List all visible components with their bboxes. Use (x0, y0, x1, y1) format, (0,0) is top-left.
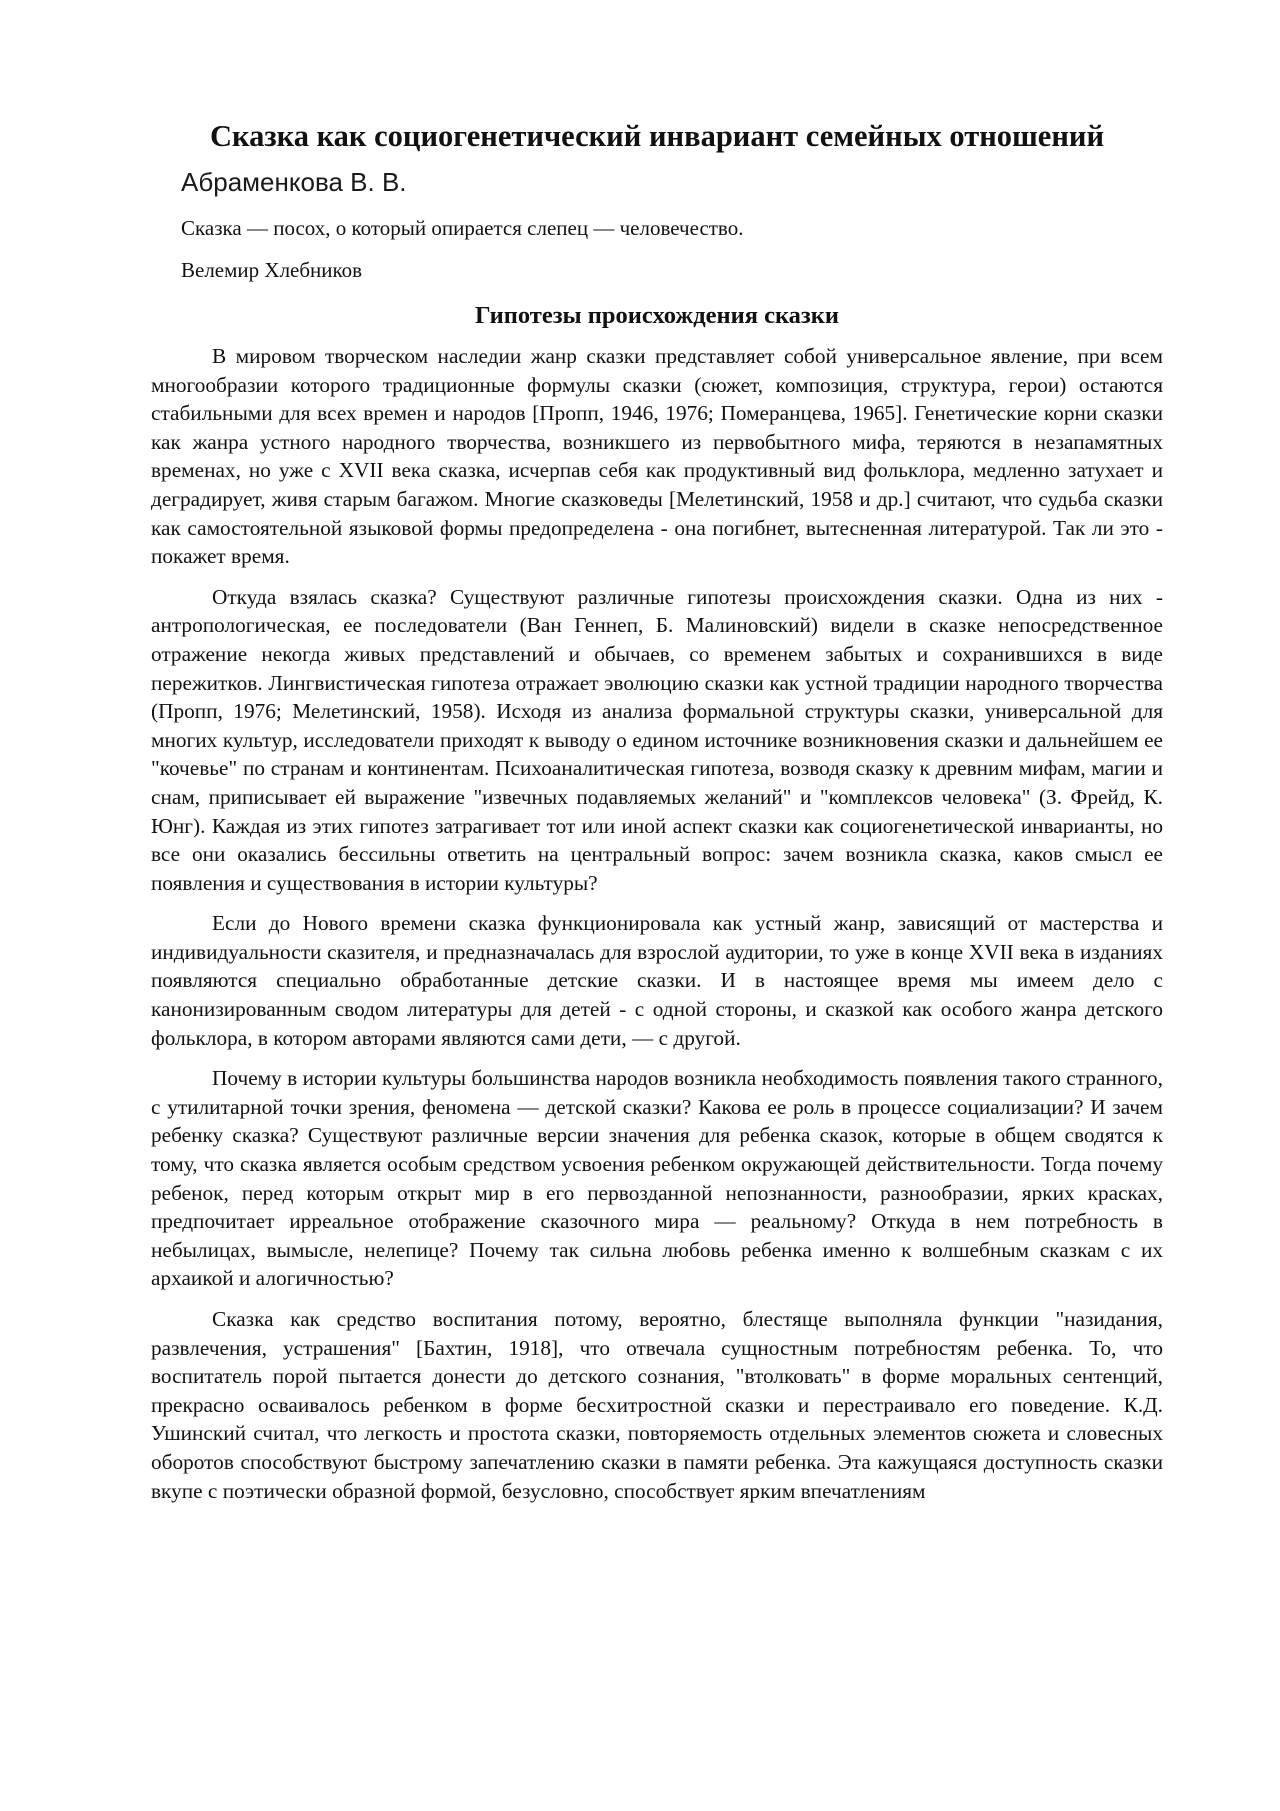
document-page (151, 118, 1163, 1505)
epigraph-author: Велемир Хлебников (181, 258, 363, 282)
body-paragraph: В мировом творческом наследии жанр сказки представляет собой универсальное явление, при всем многообразии которого традиционные формулы сказки (сюжет, композиция, структура, герои) остаются стабильными для всех времен и народов [Пропп, 1946, 1976; Померанцева, 1965]. Генетические корни сказки как жанра устного народного творчества, возникшего из первобытного мифа, теряются в незапамятных временах, но уже с XVII века сказка, исчерпав себя как продуктивный вид фольклора, медленно затухает и деградирует, живя старым багажом. Многие сказковеды [Мелетинский, 1958 и др.] считают, что судьба сказки как самостоятельной языковой формы предопределена - она погибнет, вытесненная литературой. Так ли это - покажет время. (151, 344, 1163, 569)
body-paragraph: Сказка как средство воспитания потому, вероятно, блестяще выполняла функции "назидания, развлечения, устрашения" [Бахтин, 1918], что отвечала сущностным потребностям ребенка. То, что воспитатель порой пытается донести до детского сознания, "втолковать" в форме моральных сентенций, прекрасно осваивалось ребенком в форме бесхитростной сказки и перестраивало его поведение. К.Д. Ушинский считал, что легкость и простота сказки, повторяемость отдельных элементов сюжета и словесных оборотов способствуют быстрому запечатлению сказки в памяти ребенка. Эта кажущаяся доступность сказки вкупе с поэтически образной формой, безусловно, способствует ярким впечатлениям (151, 1307, 1163, 1503)
section-title: Гипотезы происхождения сказки (474, 302, 840, 329)
body-paragraph: Если до Нового времени сказка функционировала как устный жанр, зависящий от мастерства и индивидуальности сказителя, и предназначалась для взрослой аудитории, то уже в конце XVII века в изданиях появляются специально обработанные детские сказки. И в настоящее время мы имеем дело с канонизированным сводом литературы для детей - с одной стороны, и сказкой как особого жанра детского фольклора, в котором авторами являются сами дети, — с другой. (151, 911, 1163, 1050)
body-paragraph: Откуда взялась сказка? Существуют различные гипотезы происхождения сказки. Одна из них - антропологическая, ее последователи (Ван Геннеп, Б. Малиновский) видели в сказке непосредственное отражение некогда живых представлений и обычаев, со временем забытых и сохранившихся в виде пережитков. Лингвистическая гипотеза отражает эволюцию сказки как устной традиции народного творчества (Пропп, 1976; Мелетинский, 1958). Исходя из анализа формальной структуры сказки, универсальной для многих культур, исследователи приходят к выводу о едином источнике возникновения сказки и дальнейшем ее "кочевье" по странам и континентам. Психоаналитическая гипотеза, возводя сказку к древним мифам, магии и снам, приписывает ей выражение "извечных подавляемых желаний" и "комплексов человека" (З. Фрейд, К. Юнг). Каждая из этих гипотез затрагивает тот или иной аспект сказки как социогенетической инварианты, но все они оказались бессильны ответить на центральный вопрос: зачем возникла сказка, каков смысл ее появления и существования в истории культуры? (151, 584, 1163, 895)
body-paragraph: Почему в истории культуры большинства народов возникла необходимость появления такого странного, с утилитарной точки зрения, феномена — детской сказки? Какова ее роль в процессе социализации? И зачем ребенку сказка? Существуют различные версии значения для ребенка сказок, которые в общем сводятся к тому, что сказка является особым средством усвоения ребенком окружающей действительности. Тогда почему ребенок, перед которым открыт мир в его первозданной непознанности, разнообразии, ярких красках, предпочитает ирреальное отображение сказочного мира — реальному? Откуда в нем потребность в небылицах, вымысле, нелепице? Почему так сильна любовь ребенка именно к волшебным сказкам с их архаикой и алогичностью? (151, 1066, 1163, 1291)
epigraph-quote: Сказка — посох, о который опирается слепец — человечество. (181, 216, 744, 240)
document-title: Сказка как социогенетический инвариант семейных отношений (209, 119, 1105, 153)
author-name: Абраменкова В. В. (181, 167, 407, 197)
